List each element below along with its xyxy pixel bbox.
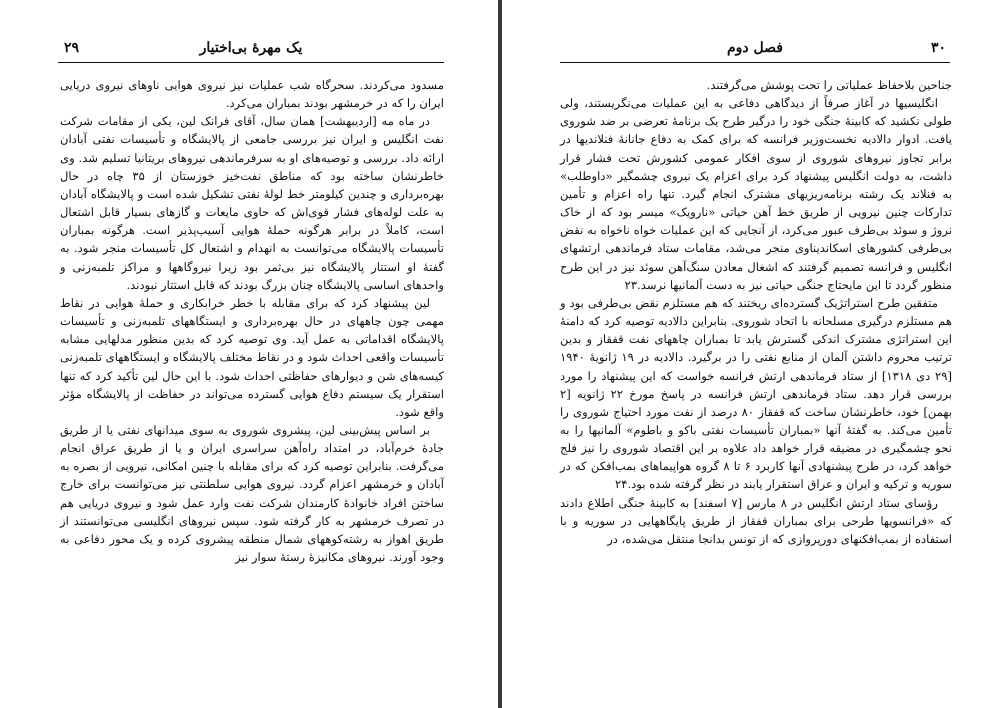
page-number: ۲۹	[64, 40, 80, 56]
right-page	[502, 0, 999, 708]
paragraph: انگلیسیها در آغاز صرفاً از دیدگاهی دفاعی به این عملیات می‌نگریستند، ولی طولی نکشید که کابینهٔ جنگی خود را درگیر طرح یک برنامهٔ تعرضی بر ضد شوروی یافت. ادوار دالادیه نخست‌وزیر فرانسه که برای کمک به دفاع جانانهٔ فنلاندیها در برابر تجاوز نیروهای شوروی از سوی افکار عمومی کشورش تحت فشار قرار داشت، به دولت انگلیس پیشنهاد کرد برای اعزام یک نیروی چشمگیر «داوطلب» به فنلاند یک رشته برنامه‌ریزیهای مشترک انجام گیرد. تنها راه اعزام و تأمین تدارکات چنین نیرویی از طریق خط آهن حیاتی «نارویک» میسر بود که از خاک نروژ و سوئد بی‌طرف عبور می‌کرد، از آنجایی که این عملیات خواه ناخواه به نقض بی‌طرفی کشورهای اسکاندیناوی منجر می‌شد، مقامات ستاد فرماندهی ارتشهای انگلیس و فرانسه تصمیم گرفتند که اشغال معادن سنگ‌آهن سوئد نیز در این طرح منظور گردد تا این مایحتاج جنگی حیاتی نیز به دست آلمانیها نرسد.۲۳	[560, 96, 952, 292]
page-number: ۳۰	[930, 40, 946, 56]
chapter-title: فصل دوم	[727, 40, 783, 56]
right-page-body	[560, 76, 952, 548]
right-page-header	[560, 38, 950, 63]
running-title: یک مهرهٔ بی‌اختیار	[199, 40, 303, 56]
paragraph: متفقین طرح استراتژیک گسترده‌ای ریختند که هم مستلزم نقض بی‌طرفی بود و هم مستلزم درگیری مسلحانه با اتحاد شوروی. بنابراین دالادیه توصیه کرد که دامنهٔ این استراتژی مشترک اندکی گسترش یابد تا بمباران چاههای نفت قفقاز و بدین ترتیب محروم داشتن آلمان از منابع نفتی را در برگیرد. دالادیه در ۱۹ ژانویهٔ ۱۹۴۰ [۲۹ دی ۱۳۱۸] از ستاد فرماندهی ارتش فرانسه خواست که این پیشنهاد را مورد بررسی قرار دهد. ستاد فرماندهی ارتش فرانسه در پاسخ مورخ ۲۲ ژانویه [۲ بهمن] خود، خاطرنشان ساخت که قفقاز ۸۰ درصد از نفت مورد احتیاج شوروی را تأمین می‌کند. به گفتهٔ آنها «بمباران تأسیسات نفتی باکو و باطوم» آلمانیها را به نحو چشمگیری در مضیقه قرار خواهد داد علاوه بر این اقتصاد شوروی را نیز فلج خواهد کرد، در طرح پیشنهادی آنها کاربرد ۶ تا ۸ گروه هواپیماهای بمب‌افکن که در سوریه و ترکیه و ایران و عراق استقرار یابند در نظر گرفته شده بود.۲۴	[560, 295, 953, 492]
paragraph: در ماه مه [اردیبهشت] همان سال، آقای فرانک لین، یکی از مقامات شرکت نفت انگلیس و ایران نیز بررسی جامعی از پالایشگاه و تأسیسات نفتی آبادان ارائه داد. بررسی و توصیه‌های او به سرفرماندهی نیروهای بریتانیا تسلیم شد. وی خاطرنشان ساخته بود که مناطق نفت‌خیز خوزستان از ۳۵ چاه در حال بهره‌برداری و چندین کیلومتر خط لولهٔ نفتی تشکیل شده است و پالایشگاه آبادان به علت لوله‌های فشار قوی‌اش که حاوی مایعات و گازهای بسیار قابل اشتعال است، کاملاً در برابر هرگونه حملهٔ هوایی آسیب‌پذیر است. هرگونه بمباران تأسیسات پالایشگاه می‌توانست به انهدام و اشتعال کل تأسیسات منجر شود. به گفتهٔ او استتار پالایشگاه نیز بی‌ثمر بود زیرا نیروگاهها و مراکز تلمبه‌زنی و واحدهای اساسی پالایشگاه چنان بزرگ بودند که قابل استتار نبودند.	[60, 114, 444, 292]
left-page-header	[58, 38, 444, 63]
left-page-body	[60, 76, 444, 566]
paragraph: بر اساس پیش‌بینی لین، پیشروی شوروی به سوی میدانهای نفتی یا از طریق جادهٔ خرم‌آباد، در امتداد راه‌آهن سراسری ایران و یا از طریق عراق انجام می‌گرفت. بنابراین توصیه کرد که برای مقابله با چنین امکانی، نیرویی از بصره به آبادان و خرمشهر اعزام گردد. نیروی هوایی سلطنتی نیز می‌توانست برای خارج ساختن افراد خانوادهٔ کارمندان شرکت نفت وارد عمل شود و نیروی دریایی هم در تصرف خرمشهر به کار گرفته شود. سپس نیروهای انگلیسی می‌توانستند از طریق اهواز به رشته‌کوههای شمال منطقه پیشروی کرده و یک محور دفاعی به وجود آورند. نیروهای مکانیزهٔ رستهٔ سوار نیز	[60, 422, 444, 565]
left-page	[0, 0, 498, 708]
paragraph: جناحین بلاحفاظ عملیاتی را تحت پوشش می‌گرفتند.	[706, 78, 952, 92]
paragraph: مسدود می‌کردند. سحرگاه شب عملیات نیز نیروی هوایی ناوهای نیروی دریایی ایران را که در خرمشهر بودند بمباران می‌کرد.	[60, 78, 444, 111]
paragraph: رؤسای ستاد ارتش انگلیس در ۸ مارس [۷ اسفند] به کابینهٔ جنگی اطلاع دادند که «فرانسویها طرحی برای بمباران قفقاز از طریق پایگاههایی در سوریه و با استفاده از بمب‌افکنهای دورپروازی که از تونس بدانجا منتقل می‌شده، در	[560, 495, 952, 546]
paragraph: لین پیشنهاد کرد که برای مقابله با خطر خرابکاری و حملهٔ هوایی در نقاط مهمی چون چاههای در حال بهره‌برداری و ایستگاههای تلمبه‌زنی و تأسیسات پالایشگاه اقداماتی به عمل آید. وی توصیه کرد که بدین منظور مدلهایی مشابه تأسیسات واقعی احداث شود و در نقاط مختلف پالایشگاه و ایستگاههای تلمبه‌زنی کیسه‌های شن و دیوارهای حفاظتی احداث شود. با این حال لین تأکید کرد که تنها استقرار یک سیستم دفاع هوایی گسترده می‌تواند در حفاظت از پالایشگاه مؤثر واقع شود.	[60, 295, 444, 419]
